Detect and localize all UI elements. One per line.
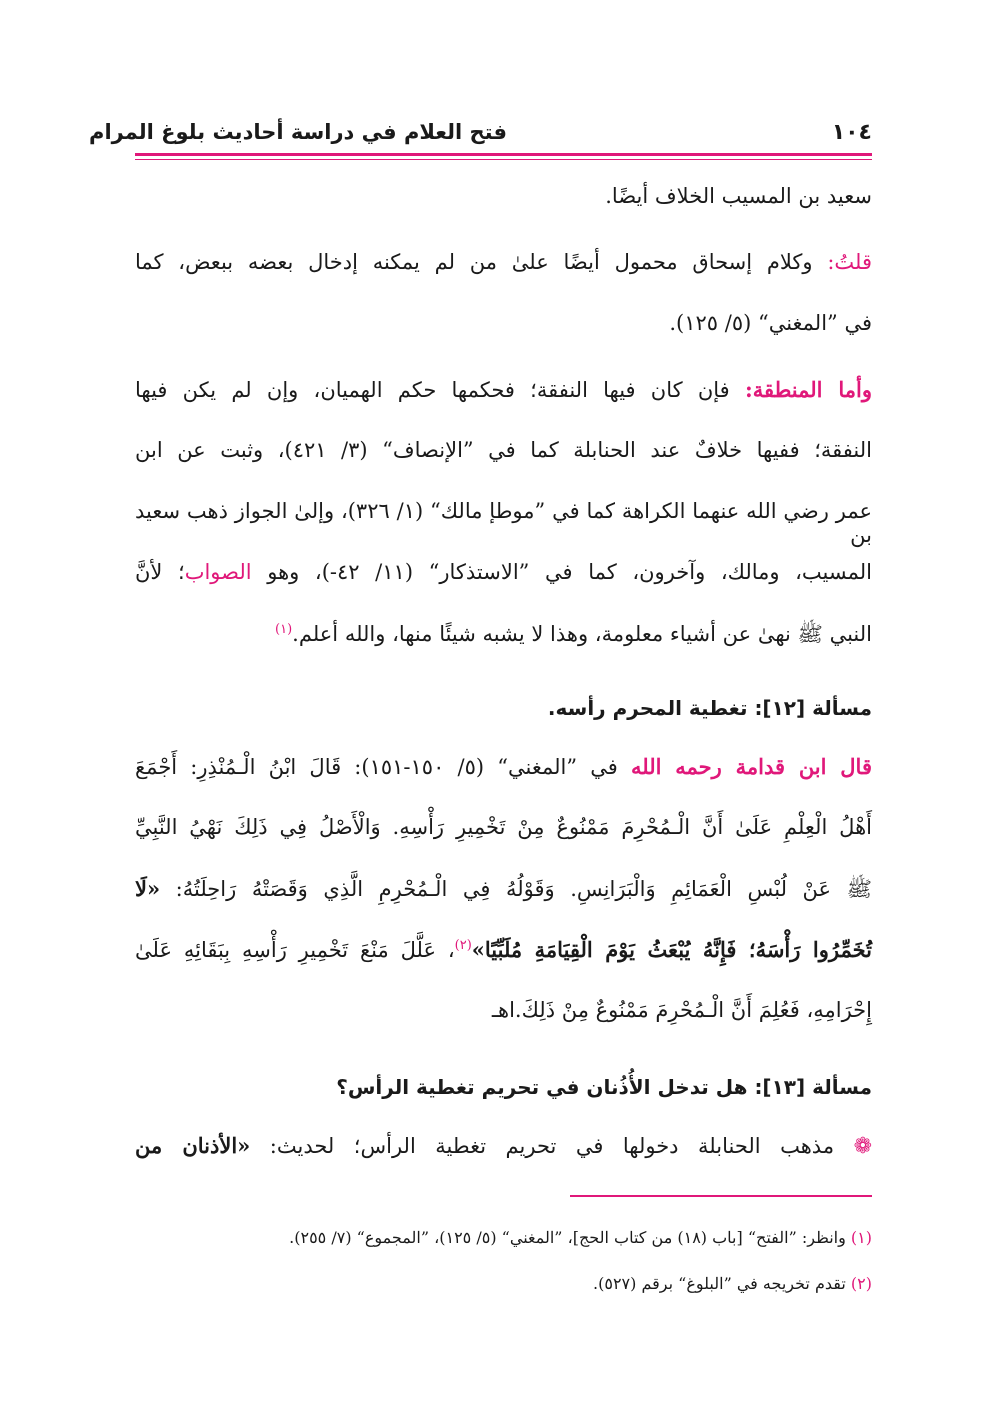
issue-heading-13 [135, 1075, 872, 1099]
hadith-text: «لَا [135, 876, 161, 901]
ibn-qudama-label: قال ابن قدامة رحمه الله [631, 754, 872, 779]
mintaqa-label: وأما المنطقة: [744, 377, 872, 402]
text-line [135, 438, 872, 462]
line-text: في ”المغني“ (٥/ ١٢٥). [669, 311, 872, 335]
text-line [135, 311, 872, 335]
footnote-1 [135, 1228, 872, 1247]
line-text: أَهْلُ الْعِلْمِ عَلَىٰ أَنَّ الْـمُحْرِمَ مَمْنُوعٌ مِنْ تَخْمِيرِ رَأْسِهِ. وَالْأَصْلُ فِي ذَلِكَ نَهْيُ النَّبِيِّ [135, 815, 872, 839]
footnote-ref-1[interactable]: (١) [275, 622, 293, 637]
line-text: المسيب، ومالك، وآخرون، كما في ”الاستذكار“ (١١/ ٤٢-)، وهو [251, 560, 872, 584]
line-text: ﷺ عَنْ لُبْسِ الْعَمَائِمِ وَالْبَرَانِسِ. وَقَوْلُهُ فِي الْـمُحْرِمِ الَّذِي وَقَصَتْهُ رَاحِلَتُهُ: [160, 877, 872, 901]
line-text: إِحْرَامِهِ، فَعُلِمَ أَنَّ الْـمُحْرِمَ مَمْنُوعٌ مِنْ ذَلِكَ.اهـ [491, 998, 872, 1022]
header-rule-thin [135, 159, 872, 160]
text-line [135, 560, 872, 584]
line-text: ، عَلَّلَ مَنْعَ تَخْمِيرِ رَأْسِهِ بِبَقَائِهِ عَلَىٰ [135, 938, 455, 962]
heading-label: مسألة [١٣]: [754, 1075, 872, 1099]
footnote-text: وانظر: ”الفتح“ [باب (١٨) من كتاب الحج]، ”المغني“ (٥/ ١٢٥)، ”المجموع“ (٧/ ٢٥٥). [289, 1228, 851, 1247]
text-line [135, 377, 872, 402]
book-title: فتح العلام في دراسة أحاديث بلوغ المرام [89, 120, 507, 144]
running-header [89, 112, 872, 158]
footnote-separator [570, 1195, 872, 1197]
line-text: عمر رضي الله عنهما الكراهة كما في ”موطإ مالك“ (١/ ٣٢٦)، وإلىٰ الجواز ذهب سعيد بن [135, 499, 872, 547]
footnote-ref-2[interactable]: (٢) [454, 938, 472, 953]
footnote-text: تقدم تخريجه في ”البلوغ“ برقم (٥٢٧). [593, 1274, 851, 1293]
heading-text: تغطية المحرم رأسه. [547, 696, 755, 720]
footnote-2 [135, 1274, 872, 1293]
text-line [135, 876, 872, 907]
line-text: وكلام إسحاق محمول أيضًا علىٰ من لم يمكنه إدخال بعضه ببعض، كما [135, 250, 828, 274]
header-rule-thick [135, 153, 872, 156]
heading-label: مسألة [١٢]: [754, 696, 872, 720]
text-line [135, 998, 872, 1022]
text-line [135, 499, 872, 547]
sawab-word: الصواب [184, 560, 252, 584]
hadith-text: «الأذنان من [135, 1133, 251, 1158]
line-text: ؛ لأنَّ [135, 560, 185, 584]
text-line [135, 250, 872, 274]
line-text: في ”المغني“ (٥/ ١٥٠-١٥١): قَالَ ابْنُ الْـمُنْذِرِ: أَجْمَعَ [135, 755, 632, 779]
text-line [135, 815, 872, 839]
footnote-number: (١) [850, 1228, 872, 1247]
footnote-number: (٢) [850, 1274, 872, 1293]
line-text: مذهب الحنابلة دخولها في تحريم تغطية الرأس؛ لحديث: [250, 1134, 854, 1158]
text-line [135, 937, 872, 962]
text-line [135, 754, 872, 779]
page-number: ١٠٤ [831, 120, 872, 145]
text-line [135, 1133, 872, 1159]
line-text: النبي ﷺ نهىٰ عن أشياء معلومة، وهذا لا يشبه شيئًا منها، والله أعلم. [292, 622, 872, 646]
flower-bullet-icon: ❁ [853, 1134, 872, 1159]
line-text: فإن كان فيها النفقة؛ فحكمها حكم الهميان، وإن لم يكن فيها [135, 378, 745, 402]
line-text: سعيد بن المسيب الخلاف أيضًا. [605, 184, 872, 208]
qultu-label: قلتُ: [827, 250, 872, 274]
issue-heading-12 [135, 696, 872, 720]
text-line [135, 621, 872, 652]
hadith-text: تُخَمِّرُوا رَأْسَهُ؛ فَإِنَّهُ يُبْعَثُ يَوْمَ الْقِيَامَةِ مُلَبِّيًا» [471, 937, 872, 962]
heading-text: هل تدخل الأُذُنان في تحريم تغطية الرأس؟ [336, 1075, 755, 1099]
text-line [135, 184, 872, 208]
line-text: النفقة؛ ففيها خلافٌ عند الحنابلة كما في ”الإنصاف“ (٣/ ٤٢١)، وثبت عن ابن [135, 438, 872, 462]
